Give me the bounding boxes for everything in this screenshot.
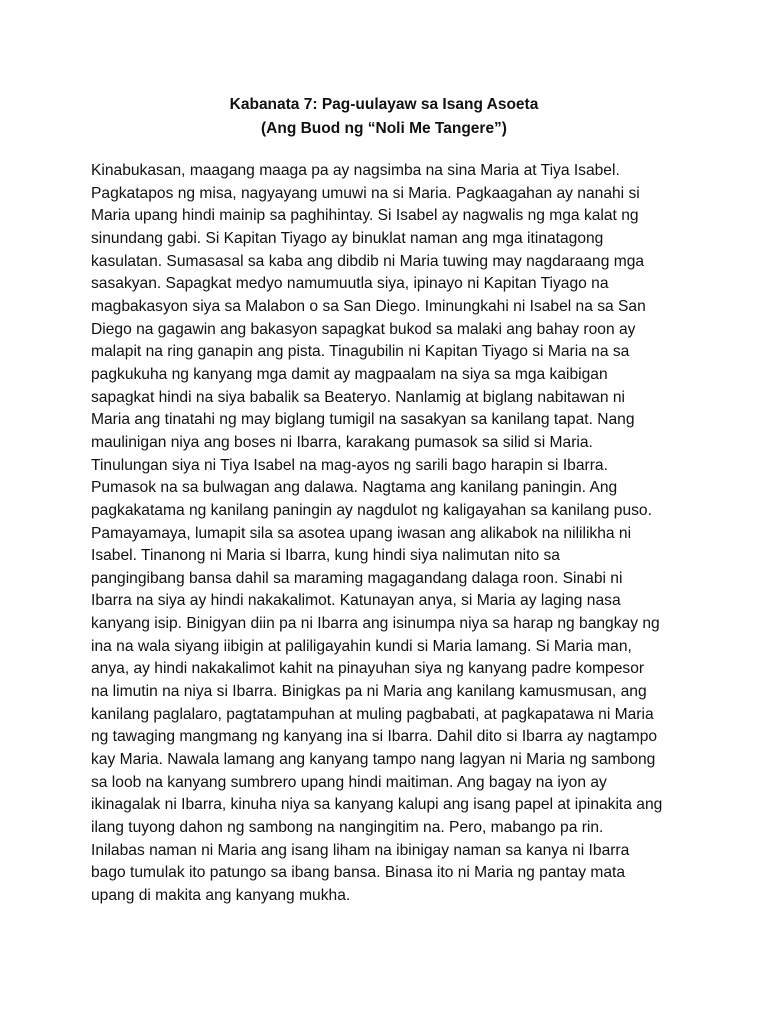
paragraph-line: upang di makita ang kanyang mukha. — [91, 887, 351, 904]
paragraph-line: Tinulungan siya ni Tiya Isabel na mag-ayos ng sarili bago harapin si Ibarra. — [91, 456, 608, 474]
paragraph-line: pangingibang bansa dahil sa maraming magagandang dalaga roon. Sinabi ni — [91, 569, 623, 587]
paragraph-line: sa loob na kanyang sumbrero upang hindi maitiman. Ang bagay na iyon ay — [91, 773, 607, 791]
paragraph-line: Diego na gagawin ang bakasyon sapagkat bukod sa malaki ang bahay roon ay — [91, 320, 636, 338]
paragraph-line: malapit na ring ganapin ang pista. Tinagubilin ni Kapitan Tiyago si Maria na sa — [91, 343, 630, 361]
paragraph-line: kasulatan. Sumasasal sa kaba ang dibdib ni Maria tuwing may nagdaraang mga — [91, 252, 645, 270]
paragraph-line: Inilabas naman ni Maria ang isang liham na ibinigay naman sa kanya ni Ibarra — [91, 841, 630, 859]
title-block — [0, 93, 768, 141]
paragraph-line: kanilang paglalaro, pagtatampuhan at muling pagbabati, at pagkapatawa ni Maria — [91, 705, 654, 723]
paragraph-line: sasakyan. Sapagkat medyo namumuutla siya, ipinayo ni Kapitan Tiyago na — [91, 275, 609, 293]
paragraph-line: Maria ang tinatahi ng may biglang tumigil na sasakyan sa kanilang tapat. Nang — [91, 411, 635, 429]
paragraph-line: ina na wala siyang iibigin at paliligayahin kundi si Maria lamang. Si Maria man, — [91, 637, 632, 655]
paragraph-line: Pumasok na sa bulwagan ang dalawa. Nagtama ang kanilang paningin. Ang — [91, 479, 618, 497]
paragraph-line: pagkukuha ng kanyang mga damit ay magpaalam na siya sa mga kaibigan — [91, 365, 608, 383]
paragraph-line: ikinagalak ni Ibarra, kinuha niya sa kanyang kalupi ang isang papel at ipinakita ang — [91, 796, 663, 814]
paragraph-line: Kinabukasan, maagang maaga pa ay nagsimba na sina Maria at Tiya Isabel. — [91, 162, 620, 179]
body-paragraph — [91, 160, 691, 908]
paragraph-line: Maria upang hindi mainip sa paghihintay. Si Isabel ay nagwalis ng mga kalat ng — [91, 207, 639, 225]
paragraph-line: anya, ay hindi nakakalimot kahit na pinayuhan siya ng kanyang padre kompesor — [91, 660, 645, 678]
paragraph-line: sapagkat hindi na siya babalik sa Beateryo. Nanlamig at biglang nabitawan ni — [91, 388, 625, 406]
paragraph-line: Pamayamaya, lumapit sila sa asotea upang iwasan ang alikabok na nililikha ni — [91, 524, 632, 542]
paragraph-line: maulinigan niya ang boses ni Ibarra, karakang pumasok sa silid si Maria. — [91, 433, 593, 451]
paragraph-line: Isabel. Tinanong ni Maria si Ibarra, kung hindi siya nalimutan nito sa — [91, 547, 560, 565]
paragraph-line: Ibarra na siya ay hindi nakakalimot. Katunayan anya, si Maria ay laging nasa — [91, 592, 621, 610]
paragraph-line: bago tumulak ito patungo sa ibang bansa. Binasa ito ni Maria ng pantay mata — [91, 864, 626, 882]
paragraph-line: ng tawaging mangmang ng kanyang ina si Ibarra. Dahil dito si Ibarra ay nagtampo — [91, 728, 658, 746]
paragraph-line: pagkakatama ng kanilang paningin ay nagdulot ng kaligayahan sa kanilang puso. — [91, 501, 652, 519]
paragraph-line: kay Maria. Nawala lamang ang kanyang tampo nang lagyan ni Maria ng sambong — [91, 751, 656, 769]
page-subtitle: (Ang Buod ng “Noli Me Tangere”) — [261, 120, 507, 137]
paragraph-line: Pagkatapos ng misa, nagyayang umuwi na si Maria. Pagkaagahan ay nanahi si — [91, 184, 640, 202]
paragraph-line: ilang tuyong dahon ng sambong na nangingitim na. Pero, mabango pa rin. — [91, 819, 604, 837]
page-title: Kabanata 7: Pag-uulayaw sa Isang Asoeta — [229, 96, 539, 113]
paragraph-line: magbakasyon siya sa Malabon o sa San Diego. Iminungkahi ni Isabel na sa San — [91, 297, 646, 315]
paragraph-line: na limutin na niya si Ibarra. Binigkas pa ni Maria ang kanilang kamusmusan, ang — [91, 683, 647, 701]
paragraph-line: sinundang gabi. Si Kapitan Tiyago ay binuklat naman ang mga itinatagong — [91, 229, 604, 247]
paragraph-line: kanyang isip. Binigyan diin pa ni Ibarra ang isinumpa niya sa harap ng bangkay ng — [91, 615, 660, 633]
